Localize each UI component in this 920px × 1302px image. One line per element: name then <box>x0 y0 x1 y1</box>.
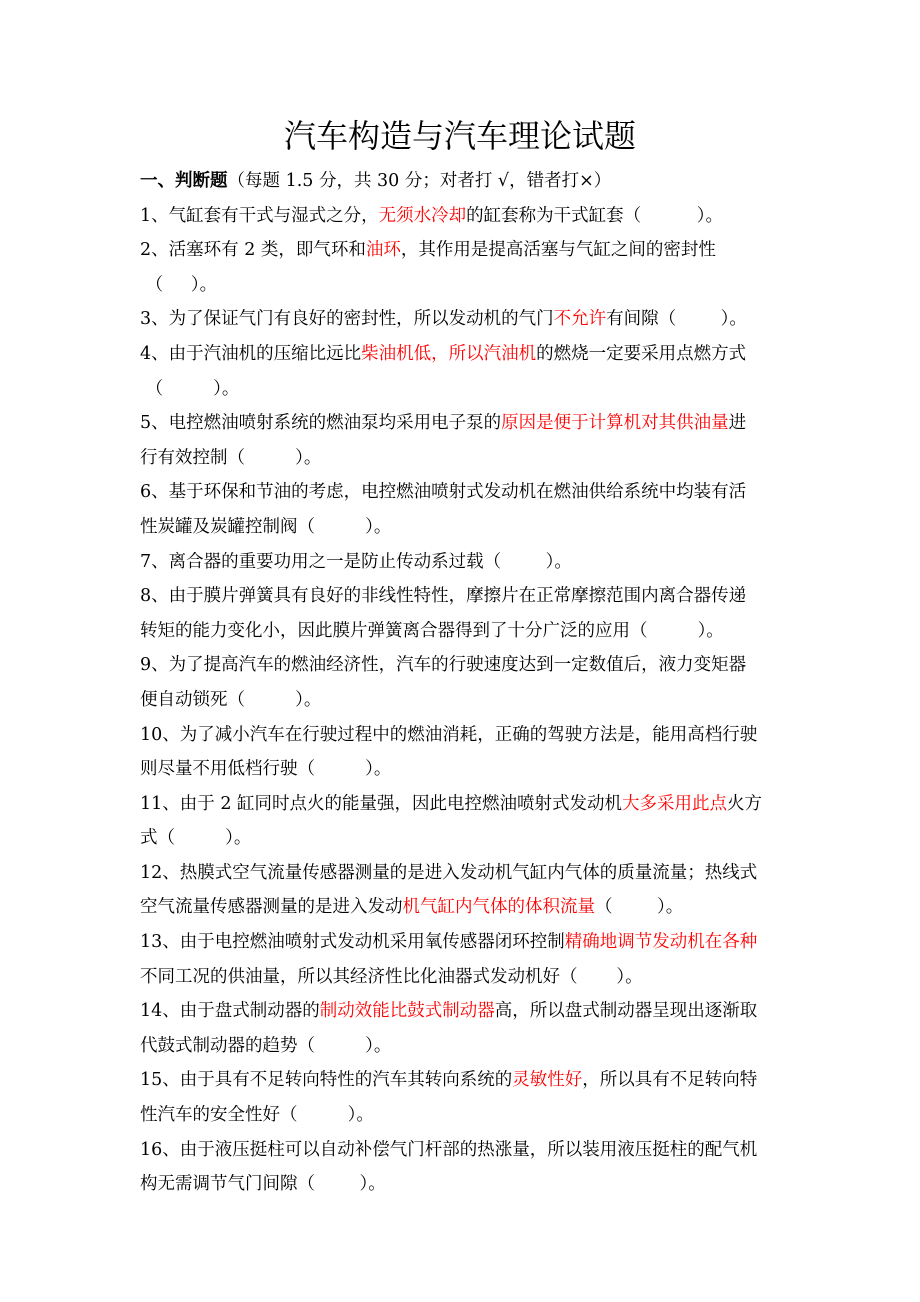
question-text: 性炭罐及炭罐控制阀（ ）。 <box>140 516 392 537</box>
question-text: 便自动锁死（ ）。 <box>140 689 322 710</box>
highlighted-text: 无须水冷却 <box>378 205 467 226</box>
highlighted-text: 柴油机低，所以汽油机 <box>361 343 537 364</box>
question-text: 8、由于膜片弹簧具有良好的非线性特性，摩擦片在正常摩擦范围内离合器传递 <box>140 586 747 607</box>
question-item <box>140 994 800 1063</box>
question-line <box>140 718 800 753</box>
section-note: （每题 1.5 分，共 30 分；对者打 √，错者打×） <box>227 171 612 191</box>
question-text: 3、为了保证气门有良好的密封性，所以发动机的气门 <box>140 309 554 330</box>
question-text: 15、由于具有不足转向特性的汽车其转向系统的 <box>140 1070 513 1091</box>
question-line <box>140 994 800 1029</box>
question-item <box>140 545 800 580</box>
question-line <box>140 1098 800 1133</box>
question-text: 7、离合器的重要功用之一是防止传动系过载（ ）。 <box>140 551 572 572</box>
question-text: （ ）。 <box>140 274 218 295</box>
question-item <box>140 925 800 994</box>
question-text: 1、气缸套有干式与湿式之分， <box>140 205 379 226</box>
question-text: 性汽车的安全性好（ ）。 <box>140 1105 374 1126</box>
question-text: 转矩的能力变化小，因此膜片弹簧离合器得到了十分广泛的应用（ ）。 <box>140 620 724 641</box>
question-line <box>140 752 800 787</box>
question-text: 5、电控燃油喷射系统的燃油泵均采用电子泵的 <box>140 413 502 434</box>
question-line <box>140 648 800 683</box>
question-line <box>140 925 800 960</box>
question-section <box>140 164 800 1202</box>
question-item <box>140 718 800 787</box>
question-item <box>140 475 800 544</box>
question-text: 12、热膜式空气流量传感器测量的是进入发动机气缸内气体的质量流量；热线式 <box>140 862 758 883</box>
question-line <box>140 890 800 925</box>
question-line <box>140 787 800 822</box>
question-line <box>140 268 800 303</box>
question-item <box>140 406 800 475</box>
question-text: 的燃烧一定要采用点燃方式 <box>536 343 747 364</box>
question-line <box>140 199 800 234</box>
highlighted-text: 原因是便于计算机对其供油量 <box>501 413 729 434</box>
question-text: 构无需调节气门间隙（ ）。 <box>140 1174 386 1195</box>
section-heading <box>140 164 800 199</box>
question-list <box>140 199 800 1202</box>
question-text: 火方 <box>727 793 763 814</box>
question-text: 代鼓式制动器的趋势（ ）。 <box>140 1035 392 1056</box>
highlighted-text: 制动效能比鼓式制动器 <box>319 1001 495 1022</box>
question-text: 行有效控制（ ）。 <box>140 447 322 468</box>
page-title: 汽车构造与汽车理论试题 <box>283 117 636 155</box>
question-text: 4、由于汽油机的压缩比远比 <box>140 343 362 364</box>
question-line <box>140 302 800 337</box>
question-text: 有间隙（ ）。 <box>606 309 747 330</box>
question-text: 9、为了提高汽车的燃油经济性，汽车的行驶速度达到一定数值后，液力变矩器 <box>140 655 747 676</box>
question-text: 2、活塞环有 2 类，即气环和 <box>140 240 366 261</box>
question-text: 16、由于液压挺柱可以自动补偿气门杆部的热涨量，所以装用液压挺柱的配气机 <box>140 1139 758 1160</box>
question-text: 13、由于电控燃油喷射式发动机采用氧传感器闭环控制 <box>140 932 565 953</box>
highlighted-text: 油环 <box>365 240 401 261</box>
section-label: 一、判断题 <box>140 171 228 191</box>
question-item <box>140 856 800 925</box>
question-line <box>140 233 800 268</box>
question-text: 14、由于盘式制动器的 <box>140 1001 320 1022</box>
question-text: ，所以具有不足转向特 <box>582 1070 758 1091</box>
question-text: 式（ ）。 <box>140 828 252 849</box>
question-text: 进 <box>728 413 747 434</box>
question-line <box>140 579 800 614</box>
question-text: （ ）。 <box>595 897 684 918</box>
question-line <box>140 545 800 580</box>
question-item <box>140 1063 800 1132</box>
highlighted-text: 不允许 <box>553 309 607 330</box>
question-text: 6、基于环保和节油的考虑，电控燃油喷射式发动机在燃油供给系统中均装有活 <box>140 482 747 503</box>
question-line <box>140 1133 800 1168</box>
question-item <box>140 302 800 337</box>
question-item <box>140 579 800 648</box>
question-line <box>140 1167 800 1202</box>
question-line <box>140 406 800 441</box>
question-line <box>140 960 800 995</box>
question-text: 10、为了减小汽车在行驶过程中的燃油消耗，正确的驾驶方法是，能用高档行驶 <box>140 724 758 745</box>
question-text: （ ）。 <box>140 378 240 399</box>
question-text: 11、由于 2 缸同时点火的能量强，因此电控燃油喷射式发动机 <box>140 793 623 814</box>
question-text: ，其作用是提高活塞与气缸之间的密封性 <box>400 240 716 261</box>
question-line <box>140 614 800 649</box>
question-text: 高，所以盘式制动器呈现出逐渐取 <box>494 1001 758 1022</box>
question-item <box>140 648 800 717</box>
highlighted-text: 灵敏性好 <box>512 1070 583 1091</box>
question-line <box>140 821 800 856</box>
question-line <box>140 1029 800 1064</box>
question-line <box>140 441 800 476</box>
question-line <box>140 372 800 407</box>
question-text: 的缸套称为干式缸套（ ）。 <box>466 205 724 226</box>
question-text: 空气流量传感器测量的是进入发动 <box>140 897 403 918</box>
question-text: 则尽量不用低档行驶（ ）。 <box>140 759 392 780</box>
highlighted-text: 机气缸内气体的体积流量 <box>402 897 595 918</box>
question-item <box>140 337 800 406</box>
question-item <box>140 1133 800 1202</box>
question-item <box>140 199 800 234</box>
question-text: 不同工况的供油量，所以其经济性比化油器式发动机好（ ）。 <box>140 966 643 987</box>
question-line <box>140 1063 800 1098</box>
question-line <box>140 510 800 545</box>
question-line <box>140 683 800 718</box>
question-line <box>140 337 800 372</box>
question-item <box>140 787 800 856</box>
question-item <box>140 233 800 302</box>
question-line <box>140 475 800 510</box>
highlighted-text: 精确地调节发动机在各种 <box>564 932 758 953</box>
highlighted-text: 大多采用此点 <box>622 793 728 814</box>
question-line <box>140 856 800 891</box>
